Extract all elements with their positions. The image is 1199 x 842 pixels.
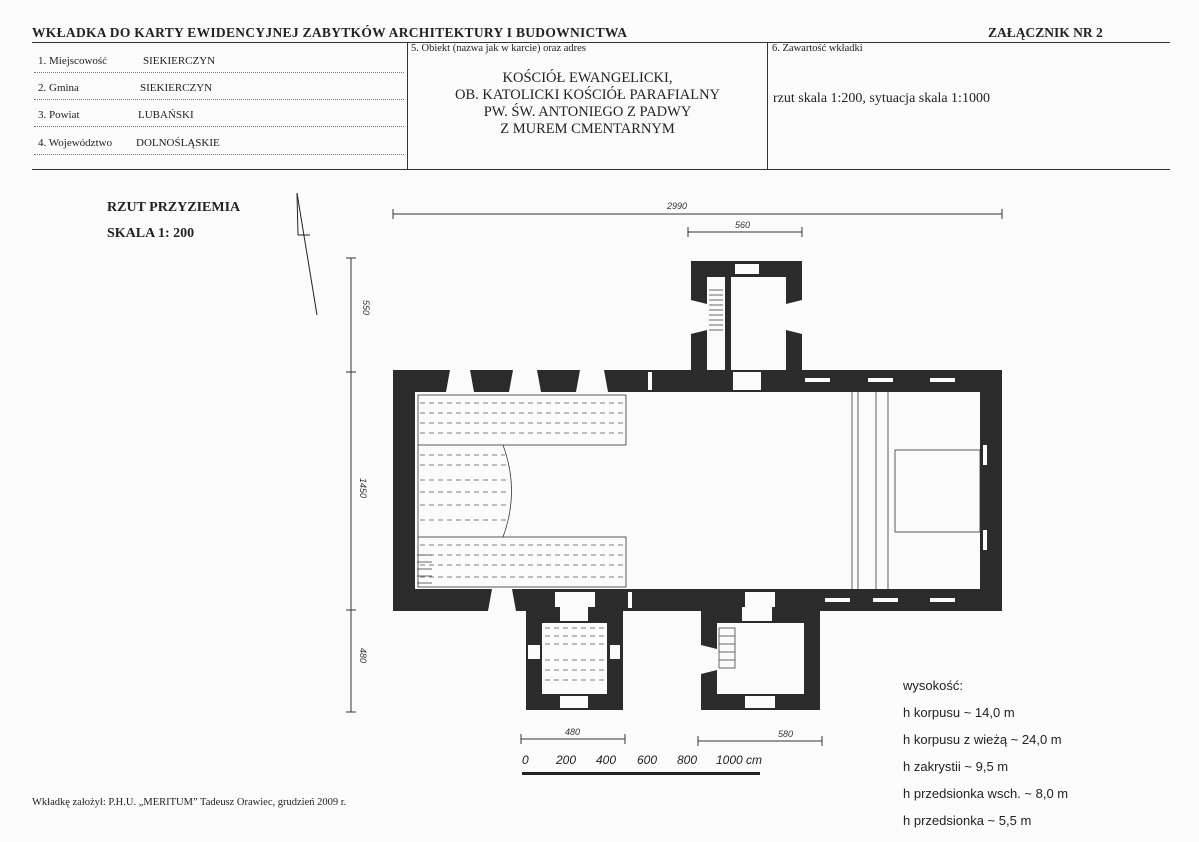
tower-walls bbox=[691, 261, 802, 373]
legend-item: h korpusu z wieżą ~ 24,0 m bbox=[903, 732, 1062, 747]
dimension-sacristy-width bbox=[698, 736, 822, 746]
field-label-locality: 1. Miejscowość bbox=[38, 55, 108, 67]
dimension-vertical bbox=[346, 258, 356, 712]
porch-benches bbox=[545, 628, 605, 680]
dim-label-porch-width: 480 bbox=[565, 727, 581, 737]
legend-item: h przedsionka ~ 5,5 m bbox=[903, 813, 1032, 828]
object-name-line: PW. ŚW. ANTONIEGO Z PADWY bbox=[483, 104, 692, 120]
legend-item: h zakrystii ~ 9,5 m bbox=[903, 759, 1009, 774]
scale-tick-800: 800 bbox=[677, 753, 698, 767]
field-label-province: 4. Województwo bbox=[38, 137, 113, 149]
pews bbox=[418, 395, 626, 587]
legend-item: h korpusu ~ 14,0 m bbox=[903, 705, 1015, 720]
field-value-locality: SIEKIERCZYN bbox=[143, 55, 216, 67]
object-name-line: OB. KATOLICKI KOŚCIÓŁ PARAFIALNY bbox=[454, 87, 721, 103]
dim-label-tower-depth: 550 bbox=[361, 300, 371, 316]
object-label: 5. Obiekt (nazwa jak w karcie) oraz adres bbox=[411, 43, 586, 54]
north-arrow-icon bbox=[297, 193, 317, 315]
plan-scale: SKALA 1: 200 bbox=[107, 226, 195, 241]
field-label-commune: 2. Gmina bbox=[38, 82, 79, 94]
legend-title: wysokość: bbox=[903, 678, 963, 693]
scale-tick-0: 0 bbox=[522, 753, 529, 767]
tower-stairs-icon bbox=[709, 290, 723, 330]
scale-tick-200: 200 bbox=[556, 753, 577, 767]
height-legend bbox=[903, 672, 1068, 834]
contents-value: rzut skala 1:200, sytuacja skala 1:1000 bbox=[773, 91, 990, 106]
dim-label-tower-width: 560 bbox=[735, 220, 751, 230]
dim-label-south-depth: 480 bbox=[358, 648, 368, 664]
dim-label-nave-width: 1450 bbox=[358, 478, 368, 499]
plan-title: RZUT PRZYZIEMIA bbox=[107, 200, 241, 215]
scale-bar bbox=[522, 772, 760, 775]
document-title: WKŁADKA DO KARTY EWIDENCYJNEJ ZABYTKÓW ARCHITEKTURY I BUDOWNICTWA bbox=[32, 25, 628, 40]
nave-walls bbox=[393, 370, 1002, 611]
contents-label: 6. Zawartość wkładki bbox=[772, 43, 863, 54]
object-name-line: KOŚCIÓŁ EWANGELICKI, bbox=[502, 70, 673, 86]
dim-label-total: 2990 bbox=[667, 201, 688, 211]
nave-west-stairs-icon bbox=[417, 555, 432, 583]
field-value-province: DOLNOŚLĄSKIE bbox=[136, 137, 220, 149]
legend-item: h przedsionka wsch. ~ 8,0 m bbox=[903, 786, 1069, 801]
field-label-county: 3. Powiat bbox=[38, 109, 80, 121]
footer-author: Wkładkę założył: P.H.U. „MERITUM” Tadeusz Orawiec, grudzień 2009 r. bbox=[32, 797, 347, 808]
object-name-line: Z MUREM CMENTARNYM bbox=[500, 121, 675, 137]
dimension-total-length bbox=[393, 209, 1002, 219]
scale-tick-400: 400 bbox=[596, 753, 617, 767]
porch-walls bbox=[526, 607, 623, 710]
pew-rows bbox=[420, 403, 624, 577]
attachment-number: ZAŁĄCZNIK NR 2 bbox=[988, 25, 1103, 40]
scale-tick-1000: 1000 cm bbox=[716, 753, 763, 767]
sacristy-stairs-icon bbox=[719, 628, 735, 668]
scale-tick-600: 600 bbox=[637, 753, 658, 767]
scale-bar-labels bbox=[522, 753, 762, 767]
nave-windows bbox=[446, 370, 987, 611]
field-value-county: LUBAŃSKI bbox=[138, 109, 194, 121]
dim-label-sacristy-width: 580 bbox=[778, 729, 794, 739]
presbytery bbox=[852, 392, 980, 589]
field-value-commune: SIEKIERCZYN bbox=[140, 82, 213, 94]
